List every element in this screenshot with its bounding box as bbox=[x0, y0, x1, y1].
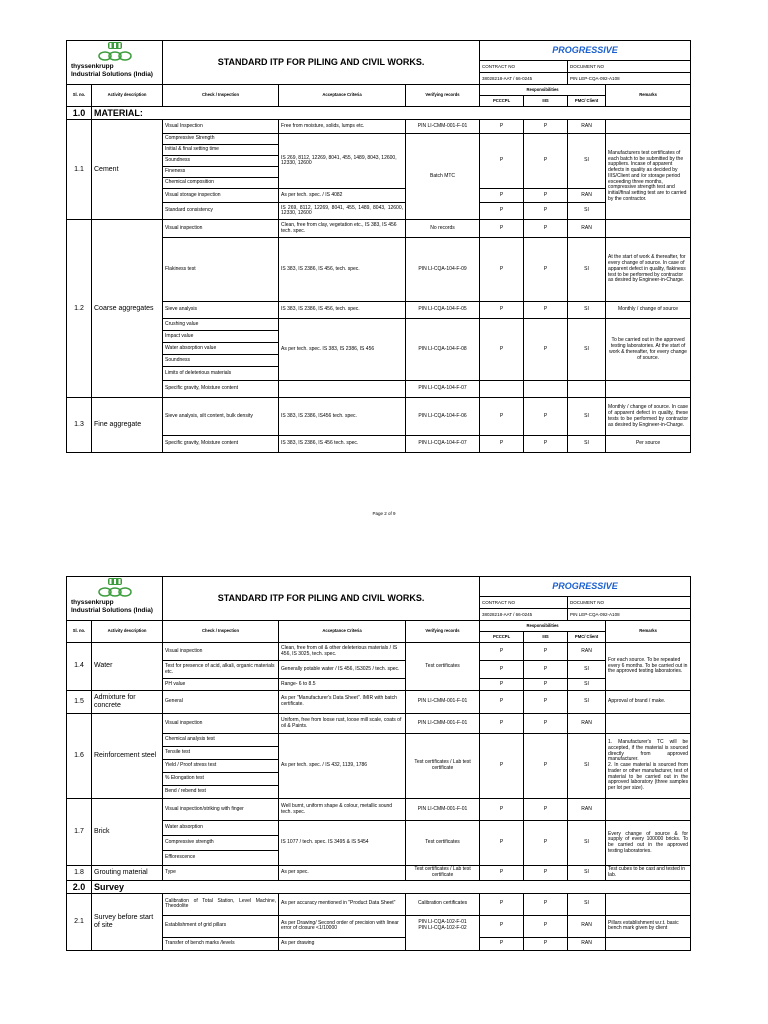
table-cell: Sieve analysis bbox=[163, 302, 279, 319]
table-cell: IS 383, IS 2386, IS 456, tech. spec. bbox=[279, 238, 406, 302]
table-cell: Transfer of bench marks /levels bbox=[163, 937, 279, 950]
table-cell: Type bbox=[163, 866, 279, 881]
table-cell: IS 269, 8112, 12269, 8041, 455, 1489, 8043, 12600, 12330, 12600 bbox=[279, 134, 406, 189]
page-number: Page 2 of 9 bbox=[372, 511, 396, 516]
table-cell: P bbox=[524, 643, 568, 661]
table-cell: P bbox=[480, 134, 524, 189]
table-cell: Tensile test bbox=[163, 747, 279, 760]
table-cell: P bbox=[480, 302, 524, 319]
table-cell: As per "Manufacturer's Data Sheet". IMIR with batch certificate. bbox=[279, 691, 406, 714]
table-cell bbox=[606, 799, 691, 821]
table-cell: Visual inspection bbox=[163, 220, 279, 238]
table-cell: Limits of deleterious materials bbox=[163, 367, 279, 381]
table-cell: Clean, free from oil & other deleterious materials / IS 456, IS 3025, tech. spec. bbox=[279, 643, 406, 661]
section-row-material bbox=[67, 107, 691, 120]
table-row bbox=[67, 714, 691, 734]
table-cell bbox=[279, 381, 406, 398]
table-cell: PH value bbox=[163, 679, 279, 691]
table-cell: Standard consistency bbox=[163, 203, 279, 220]
table-cell: Visual inspection bbox=[163, 643, 279, 661]
col-check: Check / Inspection bbox=[163, 85, 279, 107]
table-cell: RAN bbox=[568, 120, 606, 134]
table-cell: Compressive Strength bbox=[163, 134, 279, 145]
table-cell: SI bbox=[568, 866, 606, 881]
col-activity: Activity description bbox=[92, 85, 163, 107]
table-cell: Establishment of grid pillars bbox=[163, 915, 279, 937]
table-cell: No records bbox=[406, 220, 480, 238]
table-cell: Approval of brand / make. bbox=[606, 691, 691, 714]
table-cell: Free from moisture, solids, lumps etc. bbox=[279, 120, 406, 134]
table-cell: SI bbox=[568, 679, 606, 691]
table-cell: RAN bbox=[568, 714, 606, 734]
table-cell: P bbox=[480, 691, 524, 714]
table-cell: PIN LI-CMM-001-F-01 bbox=[406, 714, 480, 734]
table-cell: SI bbox=[568, 319, 606, 381]
table-cell: PIN LI-CQA-104-F-07 bbox=[406, 381, 480, 398]
table-cell: Brick bbox=[92, 799, 163, 866]
table-cell: Fine aggregate bbox=[92, 398, 163, 453]
table-cell: SI bbox=[568, 734, 606, 799]
itp-table-2 bbox=[66, 576, 691, 951]
table-cell: General bbox=[163, 691, 279, 714]
col-pmc: PMC/ Client bbox=[568, 96, 606, 107]
table-cell: PIN LI-CQA-104-F-09 bbox=[406, 238, 480, 302]
col-responsibilities: Responsibilities bbox=[480, 621, 606, 632]
table-cell: 1. Manufacturer's TC will be accepted, if the material is sourced directly from approved manufacturer. 2. In case material is sourced from trader or other manufacturer, test of material to be carried out in the approved laboratory (three samples per lot per size). bbox=[606, 734, 691, 799]
table-cell: As per tech. spec. IS 383, IS 2386, IS 456 bbox=[279, 319, 406, 381]
table-cell: Reinforcement steel bbox=[92, 714, 163, 799]
table-cell: Specific gravity, Moisture content bbox=[163, 381, 279, 398]
table-cell: Uniform, free from loose rust, loose mill scale, coats of oil & Paints. bbox=[279, 714, 406, 734]
table-cell: Water absorption bbox=[163, 821, 279, 836]
table-cell: P bbox=[524, 436, 568, 453]
table-cell: P bbox=[524, 799, 568, 821]
table-cell: P bbox=[524, 893, 568, 915]
table-cell: Cement bbox=[92, 120, 163, 220]
table-cell: P bbox=[480, 714, 524, 734]
contract-no-value: 38028218-AAT / 66-0245 bbox=[480, 73, 568, 85]
table-cell: P bbox=[480, 799, 524, 821]
table-cell: For each source. To be repeated every 6 months. To be carried out in the approved testing laboratories. bbox=[606, 643, 691, 691]
col-sl: Sl. no. bbox=[67, 621, 92, 643]
table-cell: IS 383, IS 2386, IS456 tech. spec. bbox=[279, 398, 406, 436]
table-cell: P bbox=[524, 220, 568, 238]
table-cell: Monthly / change of source bbox=[606, 302, 691, 319]
table-cell bbox=[606, 937, 691, 950]
table-cell: IS 269, 8112, 12269, 8041, 455, 1489, 8043, 12600, 12330, 12600 bbox=[279, 203, 406, 220]
table-cell: P bbox=[524, 120, 568, 134]
table-cell: P bbox=[480, 821, 524, 866]
table-row bbox=[67, 643, 691, 661]
table-cell: SI bbox=[568, 893, 606, 915]
col-pcccpl: PCCCPL bbox=[480, 632, 524, 643]
col-criteria: Acceptance Criteria bbox=[279, 621, 406, 643]
table-cell bbox=[606, 714, 691, 734]
col-pmc: PMC/ Client bbox=[568, 632, 606, 643]
table-cell: As per drawing bbox=[279, 937, 406, 950]
table-cell: Test certificates bbox=[406, 643, 480, 691]
table-cell: P bbox=[524, 714, 568, 734]
table-cell: Generally potable water / IS 456, IS3025 / tech. spec. bbox=[279, 661, 406, 679]
contract-no-label: CONTRACT NO bbox=[480, 597, 568, 609]
table-cell: Efflorescence bbox=[163, 851, 279, 866]
table-cell: % Elongation test bbox=[163, 773, 279, 786]
table-cell: RAN bbox=[568, 799, 606, 821]
table-cell: IS 383, IS 2386, IS 456, tech. spec. bbox=[279, 302, 406, 319]
table-cell: 1.4 bbox=[67, 643, 92, 691]
table-cell: Test cubes to be cast and tested in lab. bbox=[606, 866, 691, 881]
table-cell: 1.1 bbox=[67, 120, 92, 220]
table-cell: Specific gravity, Moisture content bbox=[163, 436, 279, 453]
document-no-label: DOCUMENT NO bbox=[568, 61, 691, 73]
table-cell: PIN LI-CQA-104-F-05 bbox=[406, 302, 480, 319]
table-cell: P bbox=[480, 915, 524, 937]
col-records: Verifying records bbox=[406, 85, 480, 107]
company-logo-icon bbox=[97, 41, 133, 63]
table-cell: Water bbox=[92, 643, 163, 691]
table-cell: Survey bbox=[92, 880, 691, 893]
table-cell bbox=[606, 220, 691, 238]
table-cell: Calibration certificates bbox=[406, 893, 480, 915]
table-cell: PIN LI-CMM-001-F-01 bbox=[406, 799, 480, 821]
table-cell: P bbox=[480, 203, 524, 220]
table-cell: SI bbox=[568, 821, 606, 866]
table-cell: SI bbox=[568, 398, 606, 436]
table-cell: P bbox=[524, 189, 568, 203]
table-cell: RAN bbox=[568, 937, 606, 950]
col-criteria: Acceptance Criteria bbox=[279, 85, 406, 107]
col-check: Check / Inspection bbox=[163, 621, 279, 643]
table-cell: RAN bbox=[568, 643, 606, 661]
table-cell: Soundness bbox=[163, 355, 279, 367]
table-cell: Crushing value bbox=[163, 319, 279, 331]
table-cell: P bbox=[480, 189, 524, 203]
table-cell: PIN LI-CQA-104-F-07 bbox=[406, 436, 480, 453]
col-iiis: IIIS bbox=[524, 632, 568, 643]
table-cell: IS 383, IS 2386, IS 456 tech. spec. bbox=[279, 436, 406, 453]
table-cell: MATERIAL: bbox=[92, 107, 691, 120]
table-cell: Well burnt, uniform shape & colour, metallic sound tech. spec. bbox=[279, 799, 406, 821]
table-cell: Batch MTC bbox=[406, 134, 480, 220]
table-cell: P bbox=[480, 679, 524, 691]
table-cell: P bbox=[480, 734, 524, 799]
itp-page-1 bbox=[66, 40, 690, 453]
table-cell: P bbox=[524, 134, 568, 189]
table-cell: Bend / rebend test bbox=[163, 786, 279, 799]
col-sl: Sl. no. bbox=[67, 85, 92, 107]
table-cell: Test certificates / Lab test certificate bbox=[406, 866, 480, 881]
table-row bbox=[67, 893, 691, 915]
table-cell: P bbox=[480, 120, 524, 134]
table-cell: P bbox=[524, 691, 568, 714]
table-cell: SI bbox=[568, 203, 606, 220]
col-remarks: Remarks bbox=[606, 85, 691, 107]
table-cell bbox=[568, 381, 606, 398]
table-cell: Yield / Proof stress test bbox=[163, 760, 279, 773]
table-cell: P bbox=[480, 220, 524, 238]
table-cell: 2.0 bbox=[67, 880, 92, 893]
table-cell: To be carried out in the approved testing laboratories. At the start of work & thereafter, for every change of source. bbox=[606, 319, 691, 381]
table-cell: P bbox=[524, 937, 568, 950]
table-cell: Chemical composition bbox=[163, 178, 279, 189]
table-cell: As per Drawing/ Second order of precision with linear error of closure <1/10000 bbox=[279, 915, 406, 937]
table-cell: RAN bbox=[568, 915, 606, 937]
section-row-survey bbox=[67, 880, 691, 893]
company-name: thyssenkrupp Industrial Solutions (India) bbox=[71, 63, 153, 79]
table-cell: Visual inspection/striking with finger bbox=[163, 799, 279, 821]
contract-no-value: 38028218-AAT / 66-0245 bbox=[480, 609, 568, 621]
document-title: STANDARD ITP FOR PILING AND CIVIL WORKS. bbox=[163, 577, 480, 621]
table-cell: PIN LI-CQA-104-F-06 bbox=[406, 398, 480, 436]
table-cell: PIN LI-CQA-104-F-08 bbox=[406, 319, 480, 381]
table-cell: P bbox=[480, 319, 524, 381]
table-cell: Visual storage inspection bbox=[163, 189, 279, 203]
table-cell: 2.1 bbox=[67, 893, 92, 950]
table-cell: Initial & final setting time bbox=[163, 145, 279, 156]
table-row bbox=[67, 120, 691, 134]
table-cell: As per accuracy mentioned in "Product Data Sheet" bbox=[279, 893, 406, 915]
table-cell: Survey before start of site bbox=[92, 893, 163, 950]
table-cell: SI bbox=[568, 691, 606, 714]
col-remarks: Remarks bbox=[606, 621, 691, 643]
table-cell bbox=[606, 120, 691, 134]
table-cell: 1.7 bbox=[67, 799, 92, 866]
table-cell: As per spec. bbox=[279, 866, 406, 881]
table-cell: P bbox=[524, 679, 568, 691]
table-cell: Every change of source & for supply of every 100000 bricks. To be carried out in the approved testing laboratories. bbox=[606, 821, 691, 866]
table-cell bbox=[606, 381, 691, 398]
table-cell: Impact value bbox=[163, 331, 279, 343]
table-cell: P bbox=[480, 661, 524, 679]
table-cell: PIN LI-CQA-102-F-01 PIN LI-CQA-102-F-02 bbox=[406, 915, 480, 950]
contract-no-label: CONTRACT NO bbox=[480, 61, 568, 73]
table-row bbox=[67, 398, 691, 436]
table-cell: Flakiness test bbox=[163, 238, 279, 302]
table-cell bbox=[606, 893, 691, 915]
table-cell: Water absorption value bbox=[163, 343, 279, 355]
table-row bbox=[67, 866, 691, 881]
company-logo-icon bbox=[97, 577, 133, 599]
table-cell: Range- 6 to 8.5 bbox=[279, 679, 406, 691]
table-row bbox=[67, 691, 691, 714]
table-cell: P bbox=[480, 893, 524, 915]
table-cell: Visual Inspection bbox=[163, 120, 279, 134]
table-cell: RAN bbox=[568, 189, 606, 203]
table-cell: Visual inspection bbox=[163, 714, 279, 734]
table-cell: 1.2 bbox=[67, 220, 92, 398]
table-cell: P bbox=[524, 319, 568, 381]
table-cell: P bbox=[524, 915, 568, 937]
table-cell bbox=[480, 381, 524, 398]
table-cell: Test certificates / Lab test certificate bbox=[406, 734, 480, 799]
table-cell: IS 1077 / tech. spec. IS 3495 & IS 5454 bbox=[279, 821, 406, 866]
table-cell: P bbox=[480, 866, 524, 881]
table-cell: Admixture for concrete bbox=[92, 691, 163, 714]
table-cell: 1.0 bbox=[67, 107, 92, 120]
table-cell: SI bbox=[568, 661, 606, 679]
document-title: STANDARD ITP FOR PILING AND CIVIL WORKS. bbox=[163, 41, 480, 85]
table-row bbox=[67, 220, 691, 238]
table-cell: P bbox=[480, 238, 524, 302]
table-cell bbox=[524, 381, 568, 398]
col-pcccpl: PCCCPL bbox=[480, 96, 524, 107]
table-cell: SI bbox=[568, 238, 606, 302]
brand-label: PROGRESSIVE bbox=[480, 41, 691, 61]
brand-label: PROGRESSIVE bbox=[480, 577, 691, 597]
table-cell: At the start of work & thereafter, for every change of source. In case of apparent defect in quality, flakiness test to be performed by contractor as desired by Engineer-in-Charge. bbox=[606, 238, 691, 302]
col-responsibilities: Responsibilities bbox=[480, 85, 606, 96]
table-cell: Calibration of Total Station, Level Machine, Theodolite bbox=[163, 893, 279, 915]
col-iiis: IIIS bbox=[524, 96, 568, 107]
table-cell: P bbox=[480, 398, 524, 436]
company-name: thyssenkrupp Industrial Solutions (India) bbox=[71, 599, 153, 615]
table-cell: P bbox=[480, 937, 524, 950]
table-cell: 1.8 bbox=[67, 866, 92, 881]
header-logo-cell bbox=[67, 577, 163, 621]
table-cell: Test for presence of acid, alkali, organic materials etc. bbox=[163, 661, 279, 679]
table-cell: Chemical analysis test bbox=[163, 734, 279, 747]
table-cell: P bbox=[524, 302, 568, 319]
document-no-value: PIN LEP-CQA-092-A108 bbox=[568, 73, 691, 85]
table-cell: P bbox=[480, 436, 524, 453]
table-cell: Clean, free from clay, vegetation etc., IS 383, IS 456 tech. spec. bbox=[279, 220, 406, 238]
table-cell: As per tech. spec. / IS 432, 1139, 1786 bbox=[279, 734, 406, 799]
table-cell: Test certificates bbox=[406, 821, 480, 866]
itp-page-2 bbox=[66, 576, 690, 951]
table-cell: P bbox=[524, 203, 568, 220]
table-cell: SI bbox=[568, 436, 606, 453]
table-cell: Pillars establishment w.r.t. basic bench mark given by client bbox=[606, 915, 691, 937]
table-cell: Compressive strength bbox=[163, 836, 279, 851]
table-cell: P bbox=[524, 821, 568, 866]
table-cell: P bbox=[524, 661, 568, 679]
table-row bbox=[67, 799, 691, 821]
table-cell: 1.6 bbox=[67, 714, 92, 799]
table-cell: P bbox=[524, 734, 568, 799]
table-cell: Monthly / change of source. In case of apparent defect in quality, these tests to be performed by contractor as desired by Engineer-in-Charge. bbox=[606, 398, 691, 436]
table-cell: Manufacturers test certificates of each batch to be submitted by the suppliers. Incase of apparent defects in quality as decided by IIIS/Client and /or storage period exceeding three months, compressive strength test and initial/final setting test are to carried by the contractor. bbox=[606, 134, 691, 220]
table-cell: RAN bbox=[568, 220, 606, 238]
table-cell: P bbox=[524, 866, 568, 881]
header-logo-cell bbox=[67, 41, 163, 85]
table-cell: P bbox=[524, 238, 568, 302]
document-no-value: PIN LEP-CQA-092-A108 bbox=[568, 609, 691, 621]
table-cell: Grouting material bbox=[92, 866, 163, 881]
table-cell: Per source bbox=[606, 436, 691, 453]
table-cell: Fineness bbox=[163, 167, 279, 178]
table-cell: PIN LI-CMM-001-F-01 bbox=[406, 120, 480, 134]
table-cell: 1.5 bbox=[67, 691, 92, 714]
col-records: Verifying records bbox=[406, 621, 480, 643]
table-cell: Coarse aggregates bbox=[92, 220, 163, 398]
table-cell: P bbox=[524, 398, 568, 436]
table-cell: As per tech. spec. / IS 4082 bbox=[279, 189, 406, 203]
table-cell: 1.3 bbox=[67, 398, 92, 453]
table-cell: Sieve analysis, silt content, bulk density bbox=[163, 398, 279, 436]
table-cell: PIN LI-CMM-001-F-01 bbox=[406, 691, 480, 714]
table-cell: SI bbox=[568, 302, 606, 319]
table-cell: Soundness bbox=[163, 156, 279, 167]
col-activity: Activity description bbox=[92, 621, 163, 643]
document-no-label: DOCUMENT NO bbox=[568, 597, 691, 609]
table-cell: SI bbox=[568, 134, 606, 189]
itp-table-1 bbox=[66, 40, 691, 453]
table-cell: P bbox=[480, 643, 524, 661]
